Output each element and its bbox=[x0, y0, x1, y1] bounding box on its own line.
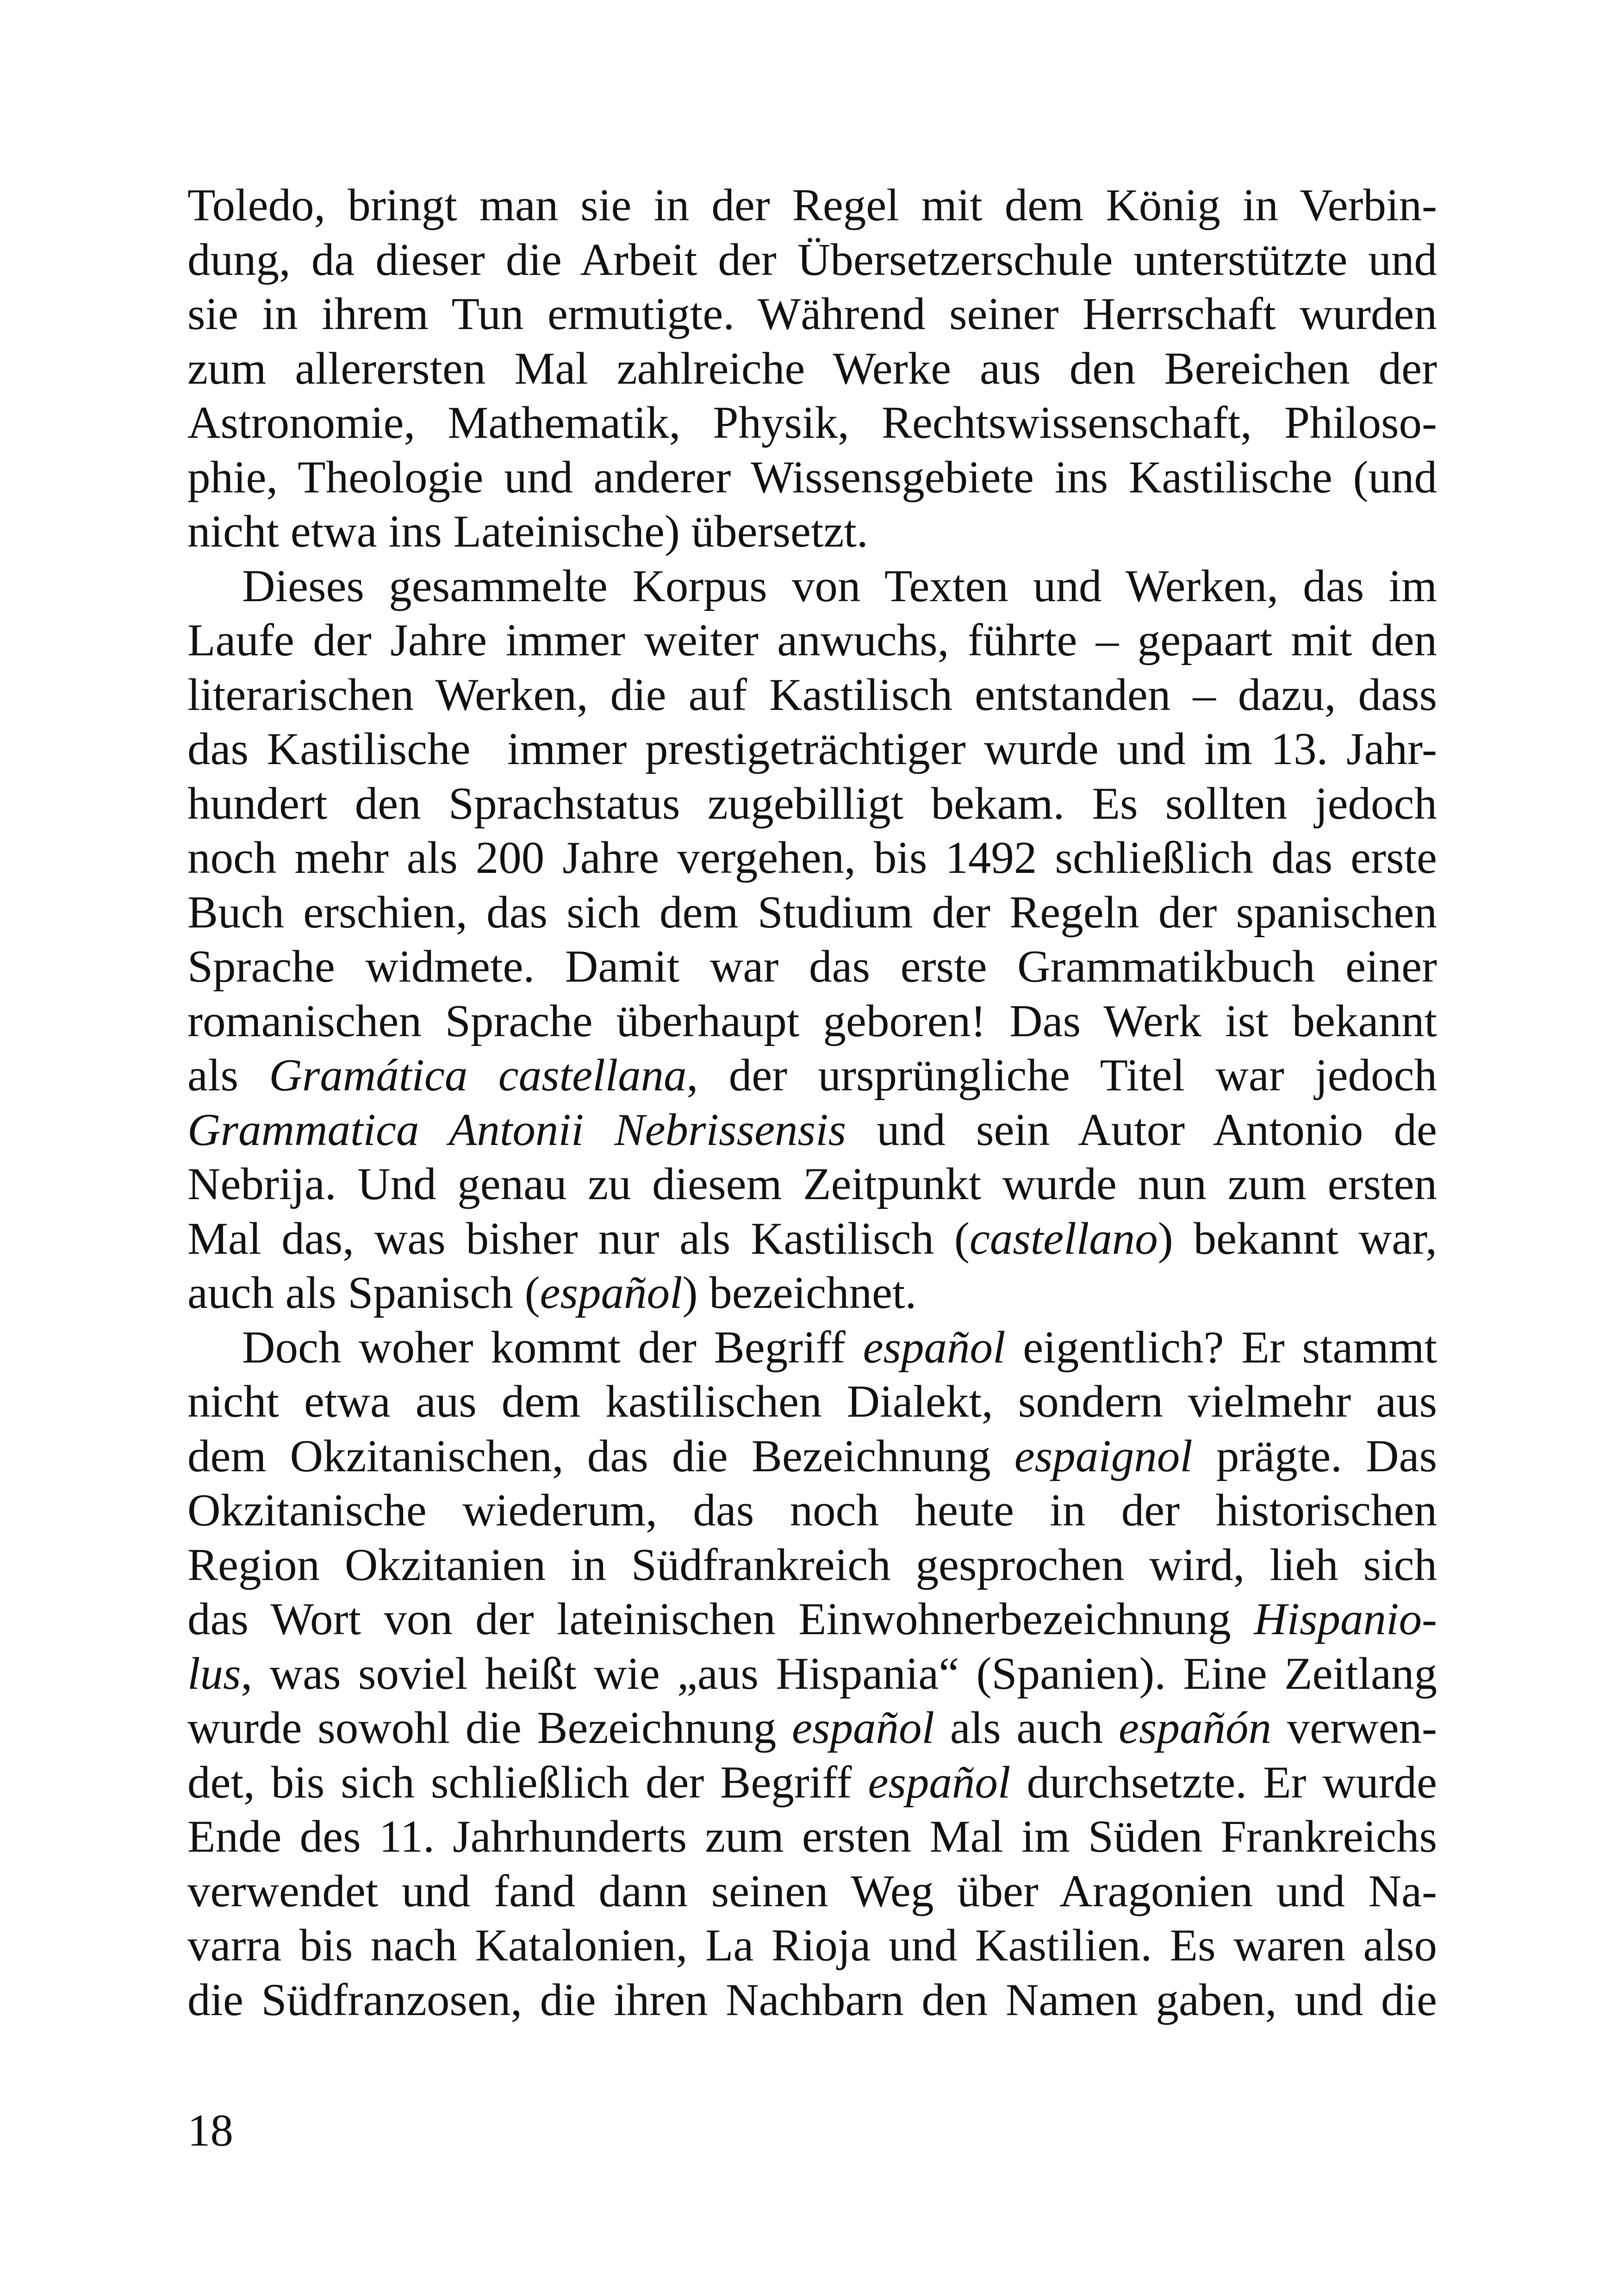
text-segment: Okzitanische wiederum, das noch heute in der historischen bbox=[187, 1485, 1437, 1536]
text-segment: prägte. Das bbox=[1192, 1431, 1437, 1481]
text-line bbox=[187, 504, 1437, 559]
text-line bbox=[187, 831, 1437, 885]
text-line bbox=[187, 613, 1437, 668]
italic-term: castellano bbox=[969, 1213, 1158, 1264]
text-segment: wurde sowohl die Bezeichnung bbox=[187, 1703, 792, 1753]
italic-term: español bbox=[863, 1322, 1006, 1373]
text-segment: sie in ihrem Tun ermutigte. Während seiner Herrschaft wurden bbox=[187, 289, 1437, 339]
text-segment: und sein Autor Antonio de bbox=[846, 1104, 1437, 1155]
text-line bbox=[187, 1538, 1437, 1593]
text-segment: Sprache widmete. Damit war das erste Grammatikbuch einer bbox=[187, 941, 1437, 992]
italic-term: españón bbox=[1119, 1703, 1271, 1753]
text-segment: romanischen Sprache überhaupt geboren! Das Werk ist bekannt bbox=[187, 996, 1437, 1046]
italic-term: Hispanio- bbox=[1254, 1594, 1437, 1644]
body-text bbox=[187, 178, 1437, 2027]
italic-term: español bbox=[540, 1268, 683, 1318]
text-segment: dem Okzitanischen, das die Bezeichnung bbox=[187, 1431, 1014, 1481]
text-segment: Nebrija. Und genau zu diesem Zeitpunkt wurde nun zum ersten bbox=[187, 1159, 1437, 1209]
text-line bbox=[187, 396, 1437, 450]
text-segment: das Kastilische immer prestigeträchtiger wurde und im 13. Jahr- bbox=[187, 724, 1437, 774]
text-line bbox=[187, 1266, 1437, 1320]
text-line bbox=[187, 1375, 1437, 1429]
text-line bbox=[187, 1973, 1437, 2028]
text-segment: dung, da dieser die Arbeit der Übersetzerschule unterstützte und bbox=[187, 234, 1437, 285]
text-line bbox=[187, 342, 1437, 396]
italic-term: Gramática castellana bbox=[269, 1050, 687, 1101]
page-number: 18 bbox=[187, 2105, 233, 2156]
text-segment: , der ursprüngliche Titel war jedoch bbox=[686, 1050, 1437, 1101]
paragraph bbox=[187, 1320, 1437, 2028]
text-segment: varra bis nach Katalonien, La Rioja und Kastilien. Es waren also bbox=[187, 1920, 1437, 1971]
text-segment: zum allerersten Mal zahlreiche Werke aus den Bereichen der bbox=[187, 343, 1437, 394]
text-line bbox=[187, 885, 1437, 940]
italic-term: lus bbox=[187, 1648, 241, 1699]
text-line bbox=[187, 1864, 1437, 1919]
text-segment: det, bis sich schließlich der Begriff bbox=[187, 1757, 868, 1808]
text-segment: , was soviel heißt wie „aus Hispania“ (Spanien). Eine Zeitlang bbox=[241, 1648, 1437, 1699]
text-line bbox=[187, 1103, 1437, 1157]
text-line bbox=[187, 1810, 1437, 1864]
text-line bbox=[187, 1048, 1437, 1103]
text-segment: Toledo, bringt man sie in der Regel mit dem König in Verbin- bbox=[187, 180, 1437, 230]
text-line bbox=[187, 450, 1437, 505]
italic-term: español bbox=[792, 1703, 935, 1753]
text-segment: nicht etwa ins Lateinische) übersetzt. bbox=[187, 506, 868, 557]
text-line bbox=[187, 1212, 1437, 1266]
text-segment: durchsetzte. Er wurde bbox=[1010, 1757, 1437, 1808]
text-segment: Doch woher kommt der Begriff bbox=[242, 1322, 863, 1373]
text-segment: hundert den Sprachstatus zugebilligt bekam. Es sollten jedoch bbox=[187, 778, 1437, 829]
text-line bbox=[187, 1592, 1437, 1647]
text-segment: ) bekannt war, bbox=[1157, 1213, 1437, 1264]
italic-term: espaignol bbox=[1014, 1431, 1193, 1481]
text-segment: Mal das, was bisher nur als Kastilisch ( bbox=[187, 1213, 970, 1264]
text-segment: verwen- bbox=[1271, 1703, 1438, 1753]
text-segment: als auch bbox=[934, 1703, 1119, 1753]
text-segment: noch mehr als 200 Jahre vergehen, bis 1492 schließlich das erste bbox=[187, 833, 1437, 883]
text-line bbox=[187, 722, 1437, 777]
text-segment: die Südfranzosen, die ihren Nachbarn den Namen gaben, und die bbox=[187, 1974, 1437, 2025]
italic-term: Grammatica Antonii Nebrissensis bbox=[187, 1104, 846, 1155]
text-line bbox=[187, 1918, 1437, 1973]
text-line bbox=[187, 1157, 1437, 1212]
text-line bbox=[187, 1701, 1437, 1755]
text-segment: Ende des 11. Jahrhunderts zum ersten Mal im Süden Frankreichs bbox=[187, 1811, 1437, 1862]
text-line bbox=[187, 1320, 1437, 1375]
text-segment: verwendet und fand dann seinen Weg über Aragonien und Na- bbox=[187, 1866, 1437, 1916]
text-segment: Dieses gesammelte Korpus von Texten und Werken, das im bbox=[242, 560, 1437, 611]
text-line bbox=[187, 1483, 1437, 1538]
text-line bbox=[187, 940, 1437, 994]
text-line bbox=[187, 233, 1437, 287]
text-line bbox=[187, 559, 1437, 614]
text-segment: auch als Spanisch ( bbox=[187, 1268, 540, 1318]
text-segment: Buch erschien, das sich dem Studium der Regeln der spanischen bbox=[187, 887, 1437, 938]
paragraph bbox=[187, 559, 1437, 1320]
text-line bbox=[187, 1429, 1437, 1484]
text-segment: eigentlich? Er stammt bbox=[1005, 1322, 1437, 1373]
text-segment: Region Okzitanien in Südfrankreich gesprochen wird, lieh sich bbox=[187, 1539, 1437, 1590]
text-line bbox=[187, 1755, 1437, 1810]
paragraph bbox=[187, 178, 1437, 559]
text-segment: Astronomie, Mathematik, Physik, Rechtswissenschaft, Philoso- bbox=[187, 398, 1437, 448]
text-segment: das Wort von der lateinischen Einwohnerbezeichnung bbox=[187, 1594, 1254, 1644]
text-line bbox=[187, 994, 1437, 1049]
text-segment: als bbox=[187, 1050, 269, 1101]
text-line bbox=[187, 178, 1437, 233]
italic-term: español bbox=[868, 1757, 1011, 1808]
text-segment: nicht etwa aus dem kastilischen Dialekt, sondern vielmehr aus bbox=[187, 1376, 1437, 1427]
text-segment: ) bezeichnet. bbox=[682, 1268, 917, 1318]
text-segment: Laufe der Jahre immer weiter anwuchs, führte – gepaart mit den bbox=[187, 615, 1437, 666]
text-line bbox=[187, 668, 1437, 722]
text-segment: literarischen Werken, die auf Kastilisch entstanden – dazu, dass bbox=[187, 669, 1437, 720]
text-segment: phie, Theologie und anderer Wissensgebiete ins Kastilische (und bbox=[187, 452, 1437, 503]
text-line bbox=[187, 777, 1437, 831]
text-line bbox=[187, 1647, 1437, 1701]
text-line bbox=[187, 287, 1437, 342]
